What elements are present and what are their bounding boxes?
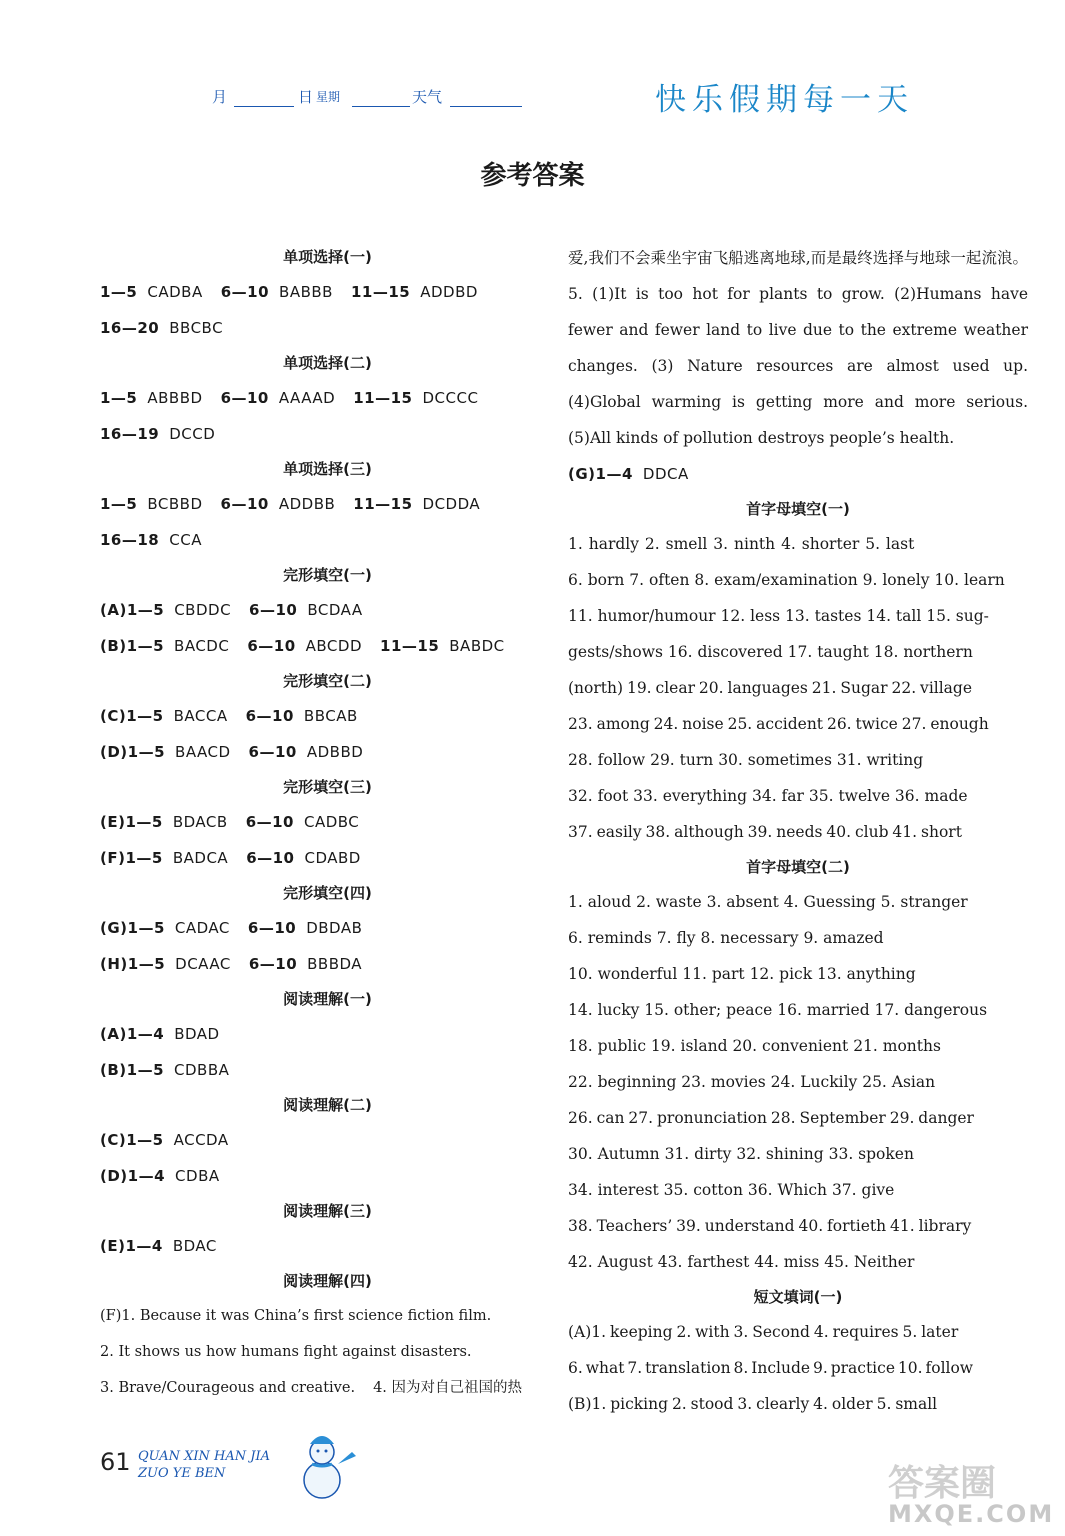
answer-line: (C)1—5 ACCDA — [100, 1131, 229, 1149]
answer-line: 6. reminds 7. fly 8. necessary 9. amazed — [568, 929, 884, 947]
section-title: 单项选择(二) — [283, 354, 372, 372]
answer-line: 38. Teachers’ 39. understand 40. fortieth 41. library — [568, 1217, 972, 1235]
month-label: 月 — [212, 88, 228, 106]
answer-line: 18. public 19. island 20. convenient 21. months — [568, 1037, 941, 1055]
answer-line: 16—19 DCCD — [100, 425, 216, 443]
answer-line: (D)1—5 BAACD 6—10 ADBBD — [100, 743, 364, 761]
answer-line: 37. easily 38. although 39. needs 40. club 41. short — [568, 823, 962, 841]
answer-line: 6. born 7. often 8. exam/examination 9. lonely 10. learn — [568, 571, 1005, 589]
answer-line: (A)1—4 BDAD — [100, 1025, 220, 1043]
answer-line: 1—5 BCBBD 6—10 ADDBB 11—15 DCDDA — [100, 495, 481, 513]
answer-line: 23. among 24. noise 25. accident 26. twice 27. enough — [568, 715, 989, 733]
answer-line: (E)1—5 BDACB 6—10 CADBC — [100, 813, 360, 831]
answer-line: 16—20 BBCBC — [100, 319, 224, 337]
watermark-text: MXQE.COM — [888, 1500, 1055, 1528]
answer-line: (B)1—5 BACDC 6—10 ABCDD 11—15 BABDC — [100, 637, 505, 655]
watermark-logo-text: 答案圈 — [888, 1463, 997, 1504]
answer-line: 30. Autumn 31. dirty 32. shining 33. spoken — [568, 1145, 914, 1163]
section-title: 首字母填空(一) — [746, 500, 850, 518]
section-title: 首字母填空(二) — [746, 858, 850, 876]
answer-line: (north) 19. clear 20. languages 21. Sugar 22. village — [568, 679, 973, 697]
section-title: 阅读理解(三) — [283, 1202, 372, 1220]
week-blank — [352, 106, 410, 107]
section-title: 完形填空(二) — [283, 672, 372, 690]
section-title: 完形填空(三) — [283, 778, 372, 796]
section-title: 完形填空(一) — [283, 566, 372, 584]
section-title: 阅读理解(四) — [283, 1272, 372, 1290]
snowman-icon — [290, 1422, 360, 1502]
answer-line: 1—5 CADBA 6—10 BABBB 11—15 ADDBD — [100, 283, 478, 301]
watermark-logo-icon — [880, 1455, 1060, 1505]
answer-line: (H)1—5 DCAAC 6—10 BBBDA — [100, 955, 363, 973]
answer-line: 22. beginning 23. movies 24. Luckily 25. Asian — [568, 1073, 936, 1091]
section-title: 阅读理解(二) — [283, 1096, 372, 1114]
answer-line: (G)1—4 DDCA — [568, 465, 689, 483]
answer-line: 26. can 27. pronunciation 28. September 29. danger — [568, 1109, 974, 1127]
answer-line: 42. August 43. farthest 44. miss 45. Neither — [568, 1253, 915, 1271]
answer-line: 1. hardly 2. smell 3. ninth 4. shorter 5. last — [568, 535, 915, 553]
week-label: 星期 — [316, 90, 341, 104]
page-number: 61 — [100, 1448, 131, 1476]
answer-paragraph: 爱,我们不会乘坐宇宙飞船逃离地球,而是最终选择与地球一起流浪。 5. (1)It is too hot for plants to grow. (2)Humans have fewer and fewer land to live due to the extreme weather changes. (3) Nature resources are almost used up. (4)Global warming is getting more and more serious. (5)All kinds of pollution destroys people’s health. — [568, 249, 1028, 447]
answer-line: 14. lucky 15. other; peace 16. married 17. dangerous — [568, 1001, 988, 1019]
page-title: 参考答案 — [480, 161, 585, 191]
header-date-line — [200, 86, 525, 110]
left-column — [100, 240, 555, 1406]
weather-label: 天气 — [412, 88, 443, 106]
section-title: 短文填词(一) — [753, 1288, 843, 1306]
answer-line: gests/shows 16. discovered 17. taught 18. northern — [568, 643, 973, 661]
section-title: 阅读理解(一) — [283, 990, 372, 1008]
section-title: 单项选择(三) — [283, 460, 372, 478]
header-title: 快乐假期每一天 — [655, 82, 914, 118]
weather-blank — [450, 106, 522, 107]
answer-line: (B)1—5 CDBBA — [100, 1061, 230, 1079]
answer-line: 1—5 ABBBD 6—10 AAAAD 11—15 DCCCC — [100, 389, 479, 407]
answer-line: (B)1. picking 2. stood 3. clearly 4. older 5. small — [568, 1395, 938, 1413]
answer-line: 34. interest 35. cotton 36. Which 37. give — [568, 1181, 895, 1199]
month-blank — [234, 106, 294, 107]
answer-line: 11. humor/humour 12. less 13. tastes 14. tall 15. sug- — [568, 607, 989, 625]
answer-line: 32. foot 33. everything 34. far 35. twelve 36. made — [568, 787, 968, 805]
answer-line: 16—18 CCA — [100, 531, 202, 549]
answer-line: 10. wonderful 11. part 12. pick 13. anything — [568, 965, 916, 983]
answer-line: (D)1—4 CDBA — [100, 1167, 220, 1185]
answer-line: 2. It shows us how humans fight against disasters. — [100, 1344, 472, 1360]
answer-line: (F)1. Because it was China’s first science fiction film. — [100, 1308, 492, 1324]
answer-line: (G)1—5 CADAC 6—10 DBDAB — [100, 919, 363, 937]
answer-line: (E)1—4 BDAC — [100, 1237, 217, 1255]
section-title: 完形填空(四) — [283, 884, 372, 902]
day-label: 日 — [298, 88, 314, 106]
answer-line: (A)1—5 CBDDC 6—10 BCDAA — [100, 601, 363, 619]
answer-line: 6. what 7. translation 8. Include 9. practice 10. follow — [568, 1359, 974, 1377]
brand-text: QUAN XIN HAN JIA ZUO YE BEN — [138, 1449, 270, 1481]
answer-line: (C)1—5 BACCA 6—10 BBCAB — [100, 707, 358, 725]
answer-line: 3. Brave/Courageous and creative. 4. 因为对自己祖国的热 — [100, 1380, 523, 1396]
answer-line: 1. aloud 2. waste 3. absent 4. Guessing 5. stranger — [568, 893, 968, 911]
right-column — [568, 240, 1028, 1422]
answer-line: 28. follow 29. turn 30. sometimes 31. writing — [568, 751, 924, 769]
answer-line: (F)1—5 BADCA 6—10 CDABD — [100, 849, 361, 867]
answer-line: (A)1. keeping 2. with 3. Second 4. requires 5. later — [568, 1323, 959, 1341]
section-title: 单项选择(一) — [283, 248, 372, 266]
